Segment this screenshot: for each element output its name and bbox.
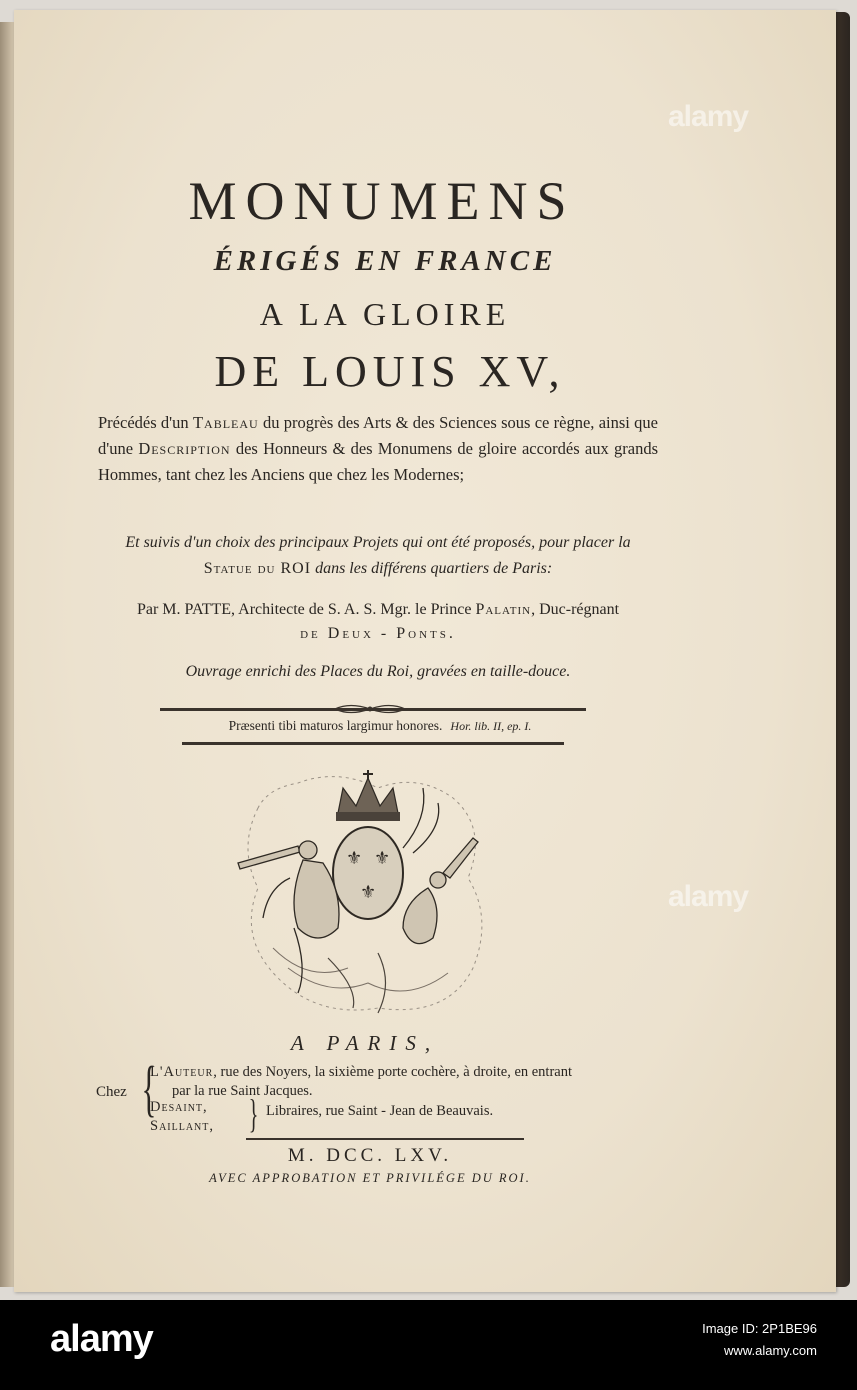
- shield-icon: [333, 827, 403, 919]
- author-palatin: Palatin: [475, 601, 532, 618]
- description-text-1: Précédés d'un: [98, 413, 193, 432]
- ornament-top: [330, 702, 410, 716]
- watermark-top: alamy: [668, 100, 749, 133]
- trumpeting-figure-icon: [238, 841, 339, 993]
- svg-text:⚜: ⚜: [360, 882, 377, 903]
- ouvrage-line: Ouvrage enrichi des Places du Roi, gravées en taille-douce.: [185, 663, 571, 680]
- address-line-1: , rue des Noyers, la sixième porte cochère, à droite, en entrant: [213, 1064, 573, 1080]
- svg-text:⚜: ⚜: [374, 848, 391, 869]
- description-text-2: du progrès des Arts & des Sciences sous ce règne, ainsi que d'une: [98, 413, 659, 458]
- title-eriges: ÉRIGÉS EN FRANCE: [213, 245, 557, 277]
- description-tableau: Tableau: [192, 413, 259, 432]
- motto: [150, 718, 610, 734]
- title-gloire: A LA GLOIRE: [259, 296, 511, 332]
- cherub-figure-icon: [403, 788, 478, 944]
- imprint-chez: Chez: [96, 1084, 127, 1100]
- royal-arms-engraving: [228, 768, 498, 1030]
- motto-text: Præsenti tibi maturos largimur honores.: [228, 718, 443, 733]
- svg-text:⚜: ⚜: [346, 848, 363, 869]
- projects-text: Et suivis d'un choix des principaux Projets qui ont été proposés, pour placer la: [125, 534, 631, 551]
- description-paragraph: [98, 410, 658, 488]
- footer-url: www.alamy.com: [724, 1343, 817, 1358]
- crown-icon: [336, 770, 400, 821]
- footer-info: [702, 1318, 817, 1362]
- author-line: [98, 598, 658, 646]
- bookseller-desaint: Desaint,: [150, 1099, 208, 1115]
- title-louis: DE LOUIS XV,: [214, 347, 566, 396]
- brace-large: {: [141, 1055, 157, 1123]
- publication-year: M. DCC. LXV.: [287, 1145, 453, 1166]
- address-line-2: par la rue Saint Jacques.: [172, 1083, 313, 1099]
- watermark-middle: alamy: [668, 880, 749, 913]
- imprint-address: [150, 1063, 670, 1101]
- author-text-2: , Duc-régnant: [531, 601, 620, 618]
- projects-statue: Statue du ROI: [203, 560, 312, 577]
- privilege-line: AVEC APPROBATION ET PRIVILÉGE DU ROI.: [209, 1171, 531, 1185]
- description-description: Description: [138, 439, 231, 458]
- bookseller-saillant: Saillant,: [150, 1118, 215, 1134]
- imprint-city: A PARIS,: [290, 1031, 440, 1055]
- projects-text-2: dans les différens quartiers de Paris:: [311, 560, 553, 577]
- image-id: Image ID: 2P1BE96: [702, 1321, 817, 1336]
- rule-bottom: [182, 742, 564, 745]
- address-auteur: L'Auteur: [150, 1064, 214, 1080]
- booksellers-address: Libraires, rue Saint - Jean de Beauvais.: [266, 1103, 494, 1119]
- motto-source: Hor. lib. II, ep. I.: [450, 719, 532, 733]
- description-text-3: des Honneurs & des Monumens de gloire accordés aux grands Hommes, tant chez les Anciens que chez les Modernes;: [98, 439, 659, 484]
- booksellers: [150, 1098, 214, 1136]
- brace-small: }: [248, 1091, 259, 1136]
- author-deux-ponts: de Deux - Ponts.: [300, 625, 456, 642]
- rule-imprint: [246, 1138, 524, 1140]
- author-text: Par M. PATTE, Architecte de S. A. S. Mgr. le Prince: [136, 601, 476, 618]
- title-monumens: MONUMENS: [188, 171, 576, 231]
- projects-paragraph: [98, 530, 658, 582]
- alamy-logo: alamy: [50, 1318, 153, 1360]
